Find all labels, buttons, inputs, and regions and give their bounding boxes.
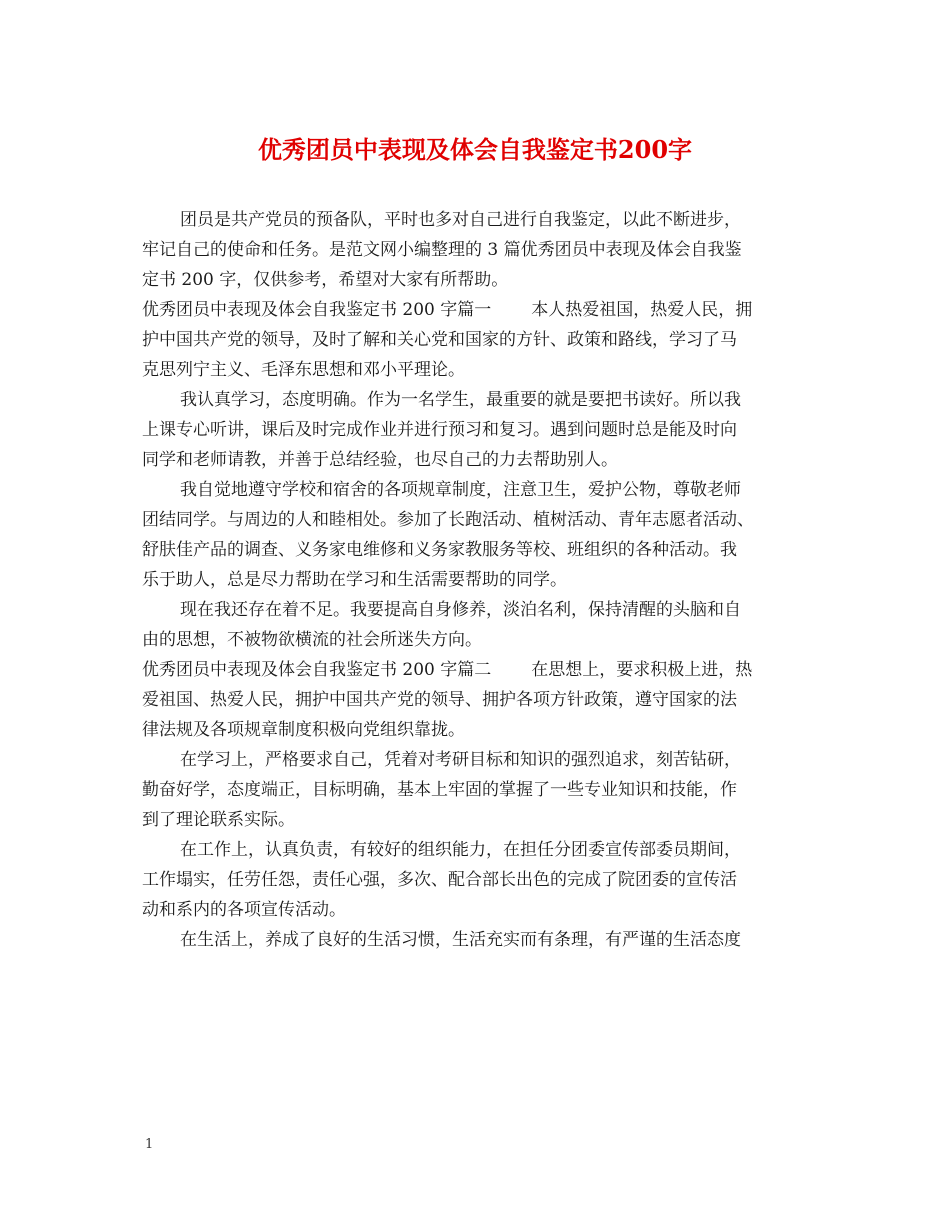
paragraph-text: 在思想上，要求积极上进，热 <box>531 660 753 680</box>
section-heading-line <box>142 295 817 325</box>
paragraph-line: 舒肤佳产品的调查、义务家电维修和义务家教服务等校、班组织的各种活动。我 <box>142 540 737 560</box>
paragraph-line: 团员是共产党员的预备队，平时也多对自己进行自我鉴定，以此不断进步， <box>180 210 741 230</box>
paragraph-line: 克思列宁主义、毛泽东思想和邓小平理论。 <box>142 360 465 380</box>
paragraph-line: 牢记自己的使命和任务。是范文网小编整理的 3 篇优秀团员中表现及体会自我鉴 <box>142 240 742 260</box>
paragraph-line: 勤奋好学，态度端正，目标明确，基本上牢固的掌握了一些专业知识和技能，作 <box>142 780 737 800</box>
paragraph-line: 在学习上，严格要求自己，凭着对考研目标和知识的强烈追求，刻苦钻研， <box>180 750 741 770</box>
paragraph-line: 工作塌实，任劳任怨，责任心强，多次、配合部长出色的完成了院团委的宣传活 <box>142 870 737 890</box>
paragraph-line: 到了理论联系实际。 <box>142 810 295 830</box>
page-number: 1 <box>145 1137 154 1152</box>
paragraph-line: 律法规及各项规章制度积极向党组织靠拢。 <box>142 720 465 740</box>
section-heading-line <box>142 655 817 685</box>
paragraph-line: 现在我还存在着不足。我要提高自身修养，淡泊名利，保持清醒的头脑和自 <box>180 600 741 620</box>
paragraph-line: 在生活上，养成了良好的生活习惯，生活充实而有条理，有严谨的生活态度 <box>180 930 741 950</box>
section-heading: 优秀团员中表现及体会自我鉴定书 200 字篇一 <box>142 300 492 320</box>
paragraph-line: 动和系内的各项宣传活动。 <box>142 900 346 920</box>
section-heading: 优秀团员中表现及体会自我鉴定书 200 字篇二 <box>142 660 492 680</box>
document-body <box>142 205 817 955</box>
paragraph-line: 乐于助人，总是尽力帮助在学习和生活需要帮助的同学。 <box>142 570 567 590</box>
document-title: 优秀团员中表现及体会自我鉴定书200字 <box>257 135 693 164</box>
paragraph-line: 在工作上，认真负责，有较好的组织能力，在担任分团委宣传部委员期间， <box>180 840 741 860</box>
paragraph-line: 爱祖国、热爱人民，拥护中国共产党的领导、拥护各项方针政策，遵守国家的法 <box>142 690 737 710</box>
paragraph-line: 由的思想，不被物欲横流的社会所迷失方向。 <box>142 630 482 650</box>
paragraph-line: 同学和老师请教，并善于总结经验，也尽自己的力去帮助别人。 <box>142 450 618 470</box>
paragraph-line: 我认真学习，态度明确。作为一名学生，最重要的就是要把书读好。所以我 <box>180 390 741 410</box>
paragraph-line: 护中国共产党的领导，及时了解和关心党和国家的方针、政策和路线，学习了马 <box>142 330 737 350</box>
paragraph-line: 我自觉地遵守学校和宿舍的各项规章制度，注意卫生，爱护公物，尊敬老师 <box>180 480 741 500</box>
paragraph-line: 团结同学。与周边的人和睦相处。参加了长跑活动、植树活动、青年志愿者活动、 <box>142 510 754 530</box>
paragraph-line: 上课专心听讲，课后及时完成作业并进行预习和复习。遇到问题时总是能及时向 <box>142 420 737 440</box>
paragraph-text: 本人热爱祖国，热爱人民，拥 <box>531 300 753 320</box>
paragraph-line: 定书 200 字，仅供参考，希望对大家有所帮助。 <box>142 270 509 290</box>
